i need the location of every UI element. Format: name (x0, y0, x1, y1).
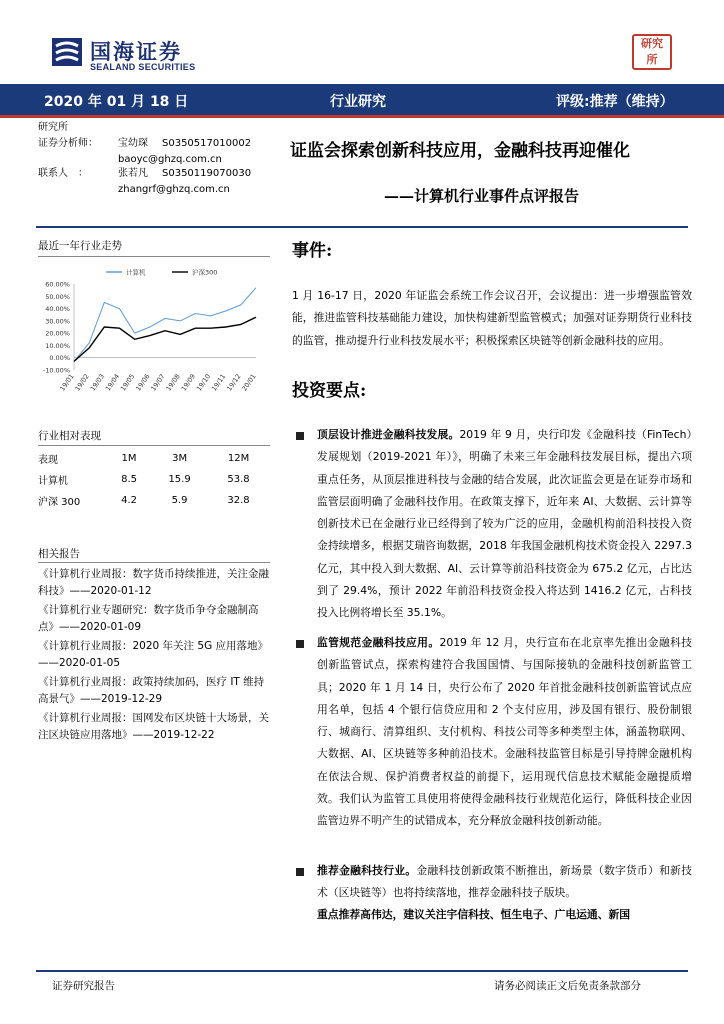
point-1 (317, 424, 692, 625)
dept-label: 研究所 (38, 122, 68, 133)
perf-cell: 计算机 (38, 476, 68, 487)
rating: 评级:推荐（维持） (556, 94, 674, 110)
x-tick-label: 19/03 (88, 372, 106, 393)
perf-col-header: 表现 (38, 455, 58, 466)
y-tick-label: 50.00% (45, 292, 70, 301)
analyst-role: 证券分析师： (38, 138, 98, 149)
x-tick-label: 19/09 (179, 372, 197, 393)
related-report-item[interactable]: 《计算机行业专题研究：数字货币争夺金融制高点》——2020-01-09 (38, 604, 259, 633)
table-row (38, 490, 268, 511)
table-row (38, 469, 268, 490)
perf-col-header: 1M (121, 453, 137, 464)
x-tick-label: 19/10 (194, 372, 213, 393)
perf-cell: 32.8 (227, 495, 250, 506)
legend-label: 计算机 (126, 268, 146, 277)
bullet-icon (296, 868, 304, 876)
perf-cell: 5.9 (171, 495, 188, 506)
perf-heading: 行业相对表现 (38, 430, 101, 442)
analyst-email[interactable]: baoyc@ghzq.com.cn (118, 154, 222, 165)
y-tick-label: 0.00% (49, 354, 70, 363)
x-tick-label: 19/08 (164, 372, 182, 393)
header-banner (0, 84, 724, 118)
point-3-text: 金融科技创新政策不断推出，新场景（数字货币）和新技术（区块链等）也将持续落地，推荐金融科技子版块。 (317, 864, 692, 900)
research-seal: 研究 所 (632, 34, 672, 70)
trend-heading: 最近一年行业走势 (38, 240, 122, 252)
perf-cell: 4.2 (121, 495, 137, 506)
analyst-id: S0350517010002 (162, 138, 252, 149)
contact-role: 联系人 ： (38, 168, 88, 179)
report-date: 2020 年 01 月 18 日 (44, 94, 189, 110)
perf-col-header: 12M (227, 453, 250, 464)
y-tick-label: 40.00% (45, 305, 70, 314)
x-tick-label: 20/01 (240, 372, 258, 393)
trend-divider (38, 256, 270, 257)
x-tick-label: 19/06 (134, 372, 152, 393)
report-subtitle: ——计算机行业事件点评报告 (384, 187, 580, 205)
point-2-text: 2019 年 12 月，央行宣布在北京率先推出金融科技创新监管试点，探索构建符合我国国情、与国际接轨的金融科技创新监管工具；2020 年 1 月 14 日，央行公布了 2020 年首批金融科技创新监管试点应用名单，包括 4 个银行信贷应用和 2 个支付应用，涉及国有银行、股份制银行、城商行、清算组织、支付机构、科技公司等多种类型主体，涵盖物联网、大数据、AI、区块链等多种前沿技术。金融科技监管目标是引导持牌金融机构在依法合规、保护消费者权益的前提下，运用现代信息技术赋能金融提质增效。我们认为监管工具使用将使得金融科技行业规范化运行，降低科技企业因监管边界不明产生的试错成本，充分释放金融科技创新动能。 (317, 636, 693, 828)
contact-email[interactable]: zhangrf@ghzq.com.cn (118, 184, 230, 195)
y-tick-label: 10.00% (45, 341, 70, 350)
point-2 (317, 632, 692, 833)
analyst-name: 宝幼琛 (118, 138, 148, 149)
perf-cell: 8.5 (121, 474, 137, 485)
x-tick-label: 19/04 (103, 372, 122, 393)
x-tick-label: 19/02 (73, 372, 91, 393)
report-type: 行业研究 (330, 94, 386, 110)
footer-divider (36, 970, 688, 972)
contact-name: 张若凡 (118, 168, 148, 179)
x-tick-label: 19/01 (58, 372, 76, 393)
point-3 (317, 860, 692, 905)
sealand-logo-icon (52, 36, 82, 68)
perf-cell: 53.8 (227, 474, 250, 485)
event-text: 1 月 16-17 日，2020 年证监会系统工作会议召开，会议提出：进一步增强监管效能，推进监管科技基础能力建设，加快构建新型监管模式；加强对证券期货行业科技的监管，推动提升行业科技发展水平；积极探索区块链等创新金融科技的应用。 (292, 289, 692, 347)
brand-name-en: SEALAND SECURITIES (90, 62, 196, 72)
perf-col-header: 3M (172, 453, 188, 464)
y-tick-label: 20.00% (45, 329, 70, 338)
title-divider (36, 226, 688, 228)
industry-trend-chart (30, 262, 270, 412)
footer-disclaimer[interactable]: 请务必阅读正文后免责条款部分 (494, 980, 641, 992)
point-3-title: 推荐金融科技行业。 (317, 864, 417, 877)
series-line-csi300 (74, 317, 256, 361)
x-tick-label: 19/05 (119, 372, 137, 393)
perf-divider (38, 445, 270, 446)
perf-table (38, 448, 268, 511)
point-3-recommend: 重点推荐高伟达，建议关注宇信科技、恒生电子、广电运通、新国 (317, 908, 631, 921)
report-title: 证监会探索创新科技应用，金融科技再迎催化 (290, 141, 630, 161)
related-divider (38, 562, 270, 563)
legend-label: 沪深300 (192, 268, 218, 277)
footer-left: 证券研究报告 (52, 980, 115, 992)
related-report-item[interactable]: 《计算机行业周报：2020 年关注 5G 应用落地》——2020-01-05 (38, 640, 269, 669)
series-line-computer (74, 288, 256, 362)
point-1-title: 顶层设计推进金融科技发展。 (317, 428, 460, 441)
y-tick-label: 60.00% (45, 280, 70, 289)
bullet-icon (296, 640, 304, 648)
y-tick-label: -10.00% (42, 366, 70, 375)
perf-header-row (38, 448, 268, 469)
contact-id: S0350119070030 (162, 168, 252, 179)
x-tick-label: 19/12 (225, 372, 243, 393)
x-tick-label: 19/07 (149, 372, 167, 393)
event-heading: 事件: (292, 241, 333, 261)
related-report-item[interactable]: 《计算机行业周报：政策持续加码，医疗 IT 维持高景气》——2019-12-29 (38, 676, 265, 705)
brand-name: 国海证券 (90, 40, 182, 64)
x-tick-label: 19/11 (210, 372, 228, 393)
perf-cell: 沪深 300 (38, 497, 81, 508)
bullet-icon (296, 432, 304, 440)
point-2-title: 监管规范金融科技应用。 (317, 636, 440, 649)
related-heading: 相关报告 (38, 548, 80, 560)
perf-cell: 15.9 (168, 474, 191, 485)
points-heading: 投资要点: (292, 381, 367, 401)
related-report-item[interactable]: 《计算机行业周报：国网发布区块链十大场景，关注区块链应用落地》——2019-12-22 (38, 712, 269, 741)
point-1-text: 2019 年 9 月，央行印发《金融科技（FinTech）发展规划（2019-2021 年）》，明确了未来三年金融科技发展目标，提出六项重点任务，从顶层推进科技与金融的结合发展，此次证监会更是在证券市场和监管层面明确了金融科技作用。在政策支撑下，近年来 AI、大数据、云计算等创新技术已在金融行业已经得到了较为广泛的应用，金融机构前沿科技投入资金持续增多，根据艾瑞咨询数据，2018 年我国金融机构技术资金投入 2297.3 亿元，其中投入到大数据、AI、云计算等前沿科技资金为 675.2 亿元，占比达到了 29.4%，预计 2022 年前沿科技资金投入将达到 1416.2 亿元，占科技投入比例将增长至 35.1%。 (317, 428, 692, 620)
y-tick-label: 30.00% (45, 317, 70, 326)
related-report-item[interactable]: 《计算机行业周报：数字货币持续推进，关注金融科技》——2020-01-12 (38, 568, 269, 597)
